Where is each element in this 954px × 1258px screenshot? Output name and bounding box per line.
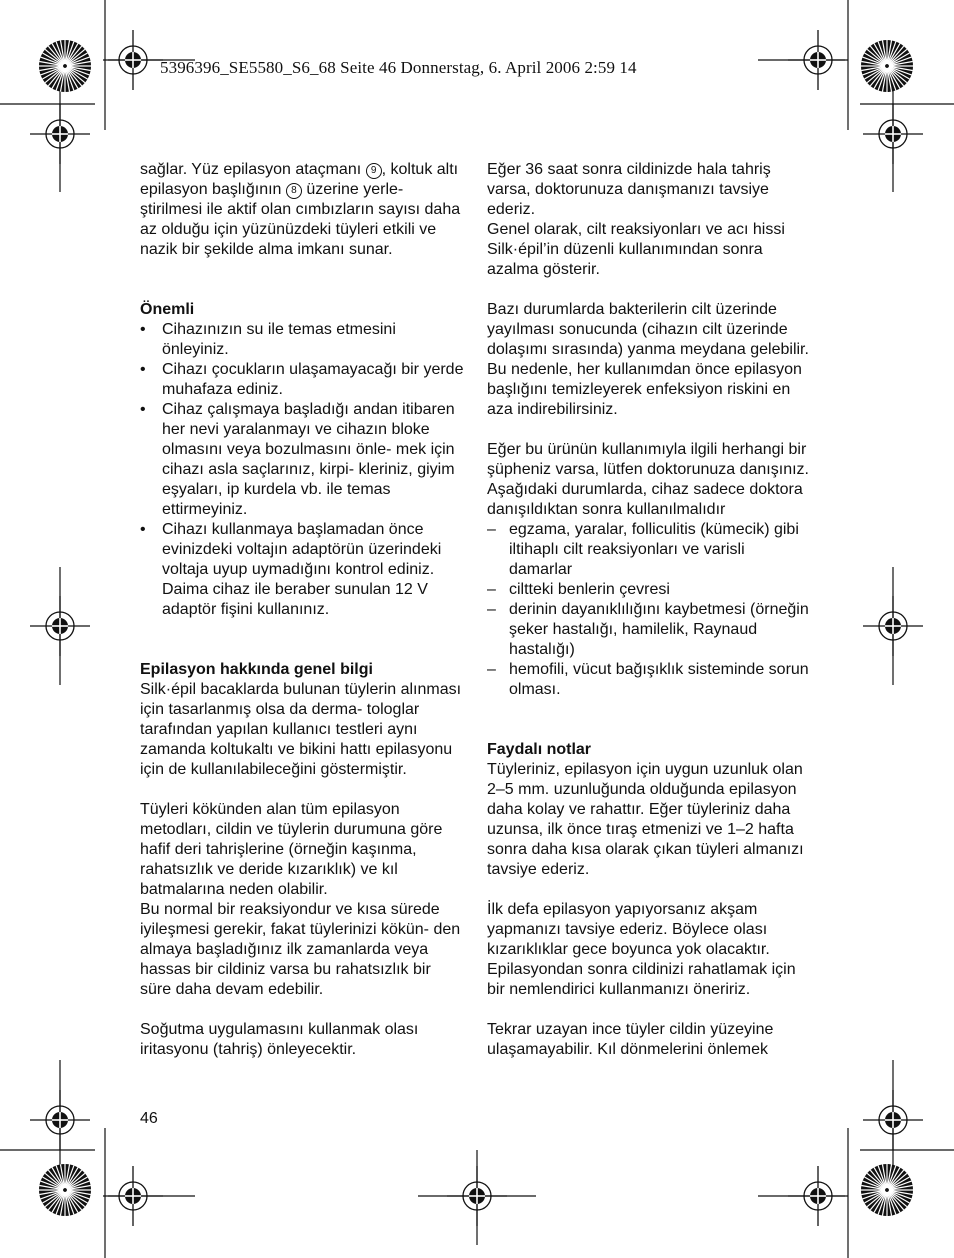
dash-icon: – (487, 521, 496, 538)
dash-icon: – (487, 581, 496, 598)
dash-icon: – (487, 601, 496, 618)
bullet-icon: • (140, 401, 146, 418)
paragraph: Tüyleri kökünden alan tüm epilasyon metodları, cildin ve tüylerin durumuna göre hafif deri tahrişlerine (örneğin kaşınma, rahatsızlık ve deride kızarıklık) ve kıl batmalarına neden olabilir. (140, 801, 443, 898)
part-number-9-icon: 9 (366, 163, 382, 179)
print-slug-header: 5396396_SE5580_S6_68 Seite 46 Donnerstag, 6. April 2006 2:59 14 (160, 58, 637, 77)
paragraph: Eğer 36 saat sonra cildinizde hala tahriş varsa, doktorunuza danışmanızı tavsiye ederiz. (487, 161, 771, 218)
dash-icon: – (487, 661, 496, 678)
left-column (140, 160, 465, 1060)
conditions-list (487, 520, 812, 700)
paragraph: Soğutma uygulamasını kullanmak olası iritasyonu (tahriş) önleyecektir. (140, 1021, 419, 1058)
starburst-mark-icon (861, 40, 913, 92)
paragraph: Bu normal bir reaksiyondur ve kısa sürede iyileşmesi gerekir, fakat tüylerinizi kökün- den almaya başladığınız ilk zamanlarda veya hassas bir cildiniz varsa bu rahatsızlık bir süre daha devam edebilir. (140, 901, 461, 998)
list-item: – derinin dayanıklılığını kaybetmesi (örneğin şeker hastalığı, hamilelik, Raynaud hastalığı) (487, 601, 809, 658)
important-list (140, 320, 465, 620)
section-heading-important: Önemli (140, 301, 195, 318)
paragraph: Silk·épil bacaklarda bulunan tüylerin alınması için tasarlanmış olsa da derma- tologlar tarafından yapılan kullanıcı testleri aynı zamanda koltukaltı ve bikini hattı epilasyonu için de kullanılabileceğini göstermiştir. (140, 681, 462, 778)
part-number-8-icon: 8 (286, 183, 302, 199)
paragraph: Bazı durumlarda bakterilerin cilt üzerinde yayılması sonucunda (cihazın cilt üzerinde dolaşımı sırasında) yanma meydana gelebilir. Bu nedenle, her kullanımdan önce epilasyon başlığını temizleyerek enfeksiyon riskini en aza indirebilirsiniz. (487, 301, 809, 418)
starburst-mark-icon (39, 40, 91, 92)
list-item: • Cihazı kullanmaya başlamadan önce evinizdeki voltajın adaptörün üzerindeki voltaja uyup uymadığını kontrol ediniz. Daima cihaz ile beraber sunulan 12 V adaptör fişini kullanınız. (140, 521, 442, 618)
paragraph: Genel olarak, cilt reaksiyonları ve acı hissi Silk·épil’in düzenli kullanımından sonra azalma gösterir. (487, 221, 785, 278)
list-item: – ciltteki benlerin çevresi (487, 581, 670, 598)
list-item: – hemofili, vücut bağışıklık sisteminde sorun olması. (487, 661, 809, 698)
bullet-icon: • (140, 361, 146, 378)
section-heading-general-info: Epilasyon hakkında genel bilgi (140, 661, 373, 678)
paragraph: İlk defa epilasyon yapıyorsanız akşam yapmanızı tavsiye ederiz. Böylece olası kızarıklıklar gece boyunca yok olacaktır. Epilasyondan sonra cildinizi rahatlamak için bir nemlendirici kullanmanızı öneririz. (487, 901, 796, 998)
list-item: – egzama, yaralar, folliculitis (kümecik) gibi iltihaplı cilt reaksiyonları ve varisli damarlar (487, 521, 799, 578)
starburst-mark-icon (39, 1164, 91, 1216)
intro-paragraph: sağlar. Yüz epilasyon ataçmanı 9 , koltuk altı epilasyon başlığının 8 üzerine yerle- ştirilmesi ile aktif olan cımbızların sayısı daha az olduğu için yüzünüzdeki tüyleri etkili ve nazik bir şekilde alma imkanı sunar. (140, 161, 461, 258)
starburst-mark-icon (861, 1164, 913, 1216)
paragraph: Tekrar uzayan ince tüyler cildin yüzeyine ulaşamayabilir. Kıl dönmelerini önlemek (487, 1021, 774, 1058)
list-item: • Cihaz çalışmaya başladığı andan itibaren her nevi yaralanmayı ve cihazın bloke olmasını veya bozulmasını önle- mek için cihazı asla saçlarınız, kirpi- kleriniz, giyim eşyaları, ip kurdela vb. ile temas ettirmeyiniz. (140, 401, 455, 518)
list-item: • Cihazı çocukların ulaşamayacağı bir yerde muhafaza ediniz. (140, 361, 464, 398)
paragraph: Tüyleriniz, epilasyon için uygun uzunluk olan 2–5 mm. uzunluğunda olduğunda epilasyon daha kolay ve rahattır. Eğer tüyleriniz daha uzunsa, ilk önce tıraş etmenizi ve 1–2 hafta sonra daha kısa olarak çıkan tüyleri almanızı tavsiye ederiz. (487, 761, 804, 878)
bullet-icon: • (140, 321, 146, 338)
section-heading-useful-notes: Faydalı notlar (487, 741, 592, 758)
bullet-icon: • (140, 521, 146, 538)
list-item: • Cihazınızın su ile temas etmesini önleyiniz. (140, 321, 396, 358)
right-column (487, 160, 812, 1060)
paragraph: Eğer bu ürünün kullanımıyla ilgili herhangi bir şüpheniz varsa, lütfen doktorunuza danışınız. Aşağıdaki durumlarda, cihaz sadece doktora danışıldıktan sonra kullanılmalıdır (487, 441, 809, 518)
page-number: 46 (140, 1110, 158, 1127)
